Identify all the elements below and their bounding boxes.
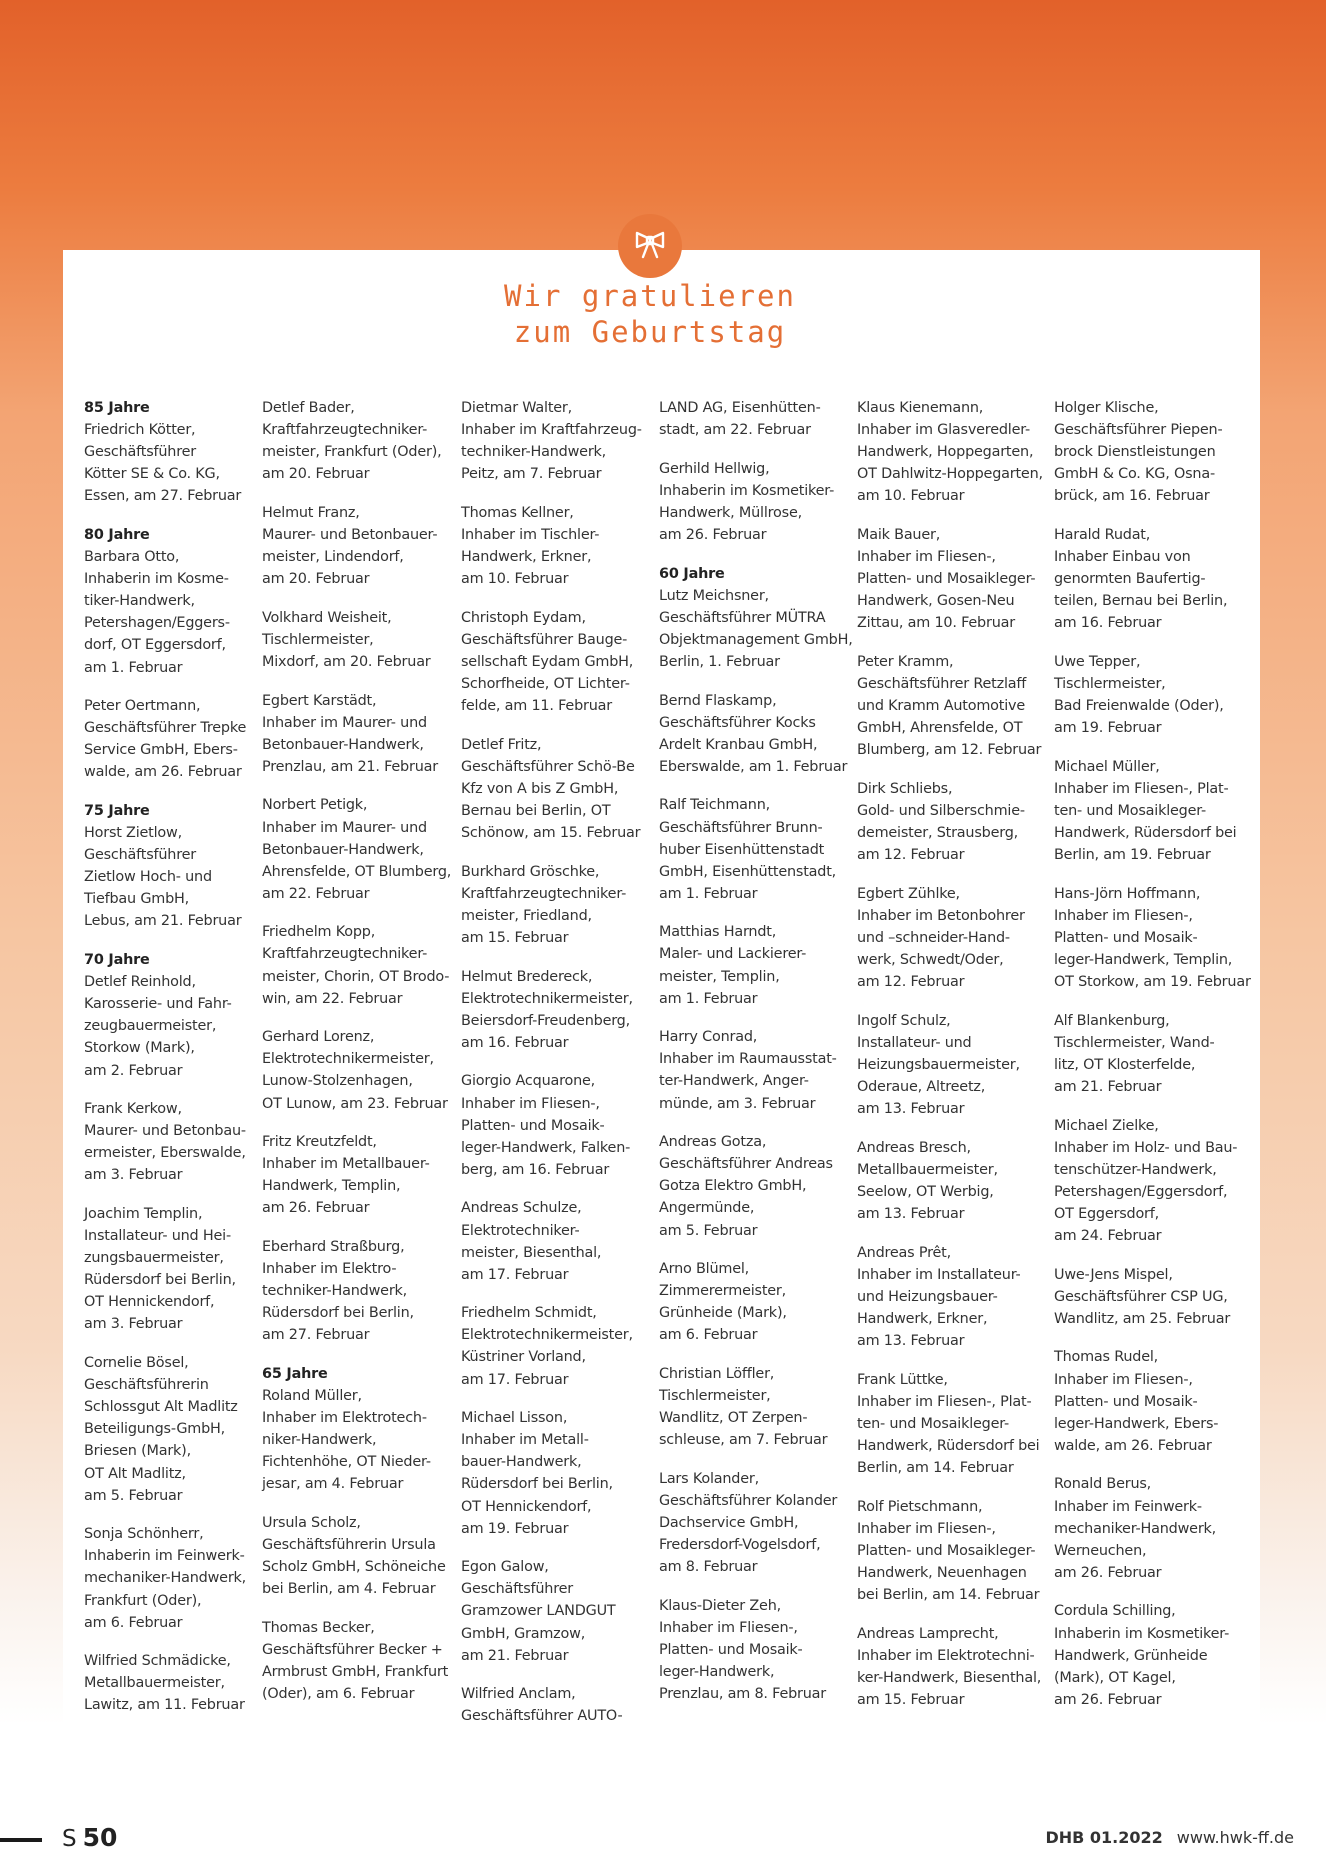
birthday-entry [1054, 524, 1251, 634]
entry-text: Andreas Lamprecht, Inhaber im Elektrotechni- ker-Handwerk, Biesenthal, am 15. Februar [857, 1625, 1042, 1708]
entry-text: Wilfried Schmädicke, Metallbauermeister, Lawitz, am 11. Februar [84, 1653, 245, 1714]
entry-text: Friedhelm Kopp, Kraftfahrzeugtechniker- meister, Chorin, OT Brodo- win, am 22. Februar [262, 924, 450, 1007]
entry-text: Roland Müller, Inhaber im Elektrotech- niker-Handwerk, Fichtenhöhe, OT Nieder- jesar, am 4. Februar [262, 1388, 431, 1493]
entry-text: Norbert Petigk, Inhaber im Maurer- und Betonbauer-Handwerk, Ahrensfelde, OT Blumberg, am 22. Februar [262, 797, 452, 902]
birthday-entry [857, 397, 1043, 507]
birthday-entry [461, 1197, 642, 1285]
entry-text: Burkhard Gröschke, Kraftfahrzeugtechniker- meister, Friedland, am 15. Februar [461, 863, 627, 946]
birthday-entry [857, 524, 1043, 634]
entry-text: Egon Galow, Geschäftsführer Gramzower LANDGUT GmbH, Gramzow, am 21. Februar [461, 1559, 616, 1664]
birthday-entry [84, 949, 246, 1082]
age-heading: 85 Jahre [84, 400, 150, 416]
entry-text: Lars Kolander, Geschäftsführer Kolander Dachservice GmbH, Fredersdorf-Vogelsdorf, am 8. Februar [659, 1470, 838, 1576]
birthday-entry [84, 1203, 246, 1336]
gift-bow-badge [618, 214, 682, 278]
entry-text: Harry Conrad, Inhaber im Raumausstat- ter-Handwerk, Anger- münde, am 3. Februar [659, 1029, 837, 1112]
birthday-entry [461, 861, 642, 949]
birthday-entry [262, 690, 451, 778]
birthday-column-1 [84, 397, 246, 1733]
entry-text: Horst Zietlow, Geschäftsführer Zietlow Hoch- und Tiefbau GmbH, Lebus, am 21. Februar [84, 825, 242, 930]
entry-text: Harald Rudat, Inhaber Einbau von genormten Baufertig- teilen, Bernau bei Berlin, am 16. Februar [1054, 526, 1228, 632]
birthday-entry [857, 1242, 1043, 1352]
birthday-column-5 [857, 397, 1043, 1727]
birthday-entry [461, 1302, 642, 1390]
birthday-column-6 [1054, 397, 1251, 1727]
entry-text: Holger Klische, Geschäftsführer Piepen- brock Dienstleistungen GmbH & Co. KG, Osna- brück, am 16. Februar [1054, 400, 1223, 505]
birthday-entry [659, 1363, 853, 1451]
entry-text: Frank Lüttke, Inhaber im Fliesen-, Plat- ten- und Mosaikleger- Handwerk, Rüdersdorf bei Berlin, am 14. Februar [857, 1371, 1040, 1476]
birthday-entry [857, 1369, 1043, 1479]
birthday-entry [84, 1098, 246, 1186]
title-line-1: Wir gratulieren [504, 279, 796, 313]
birthday-entry [857, 778, 1043, 866]
entry-text: Ingolf Schulz, Installateur- und Heizungsbauermeister, Oderaue, Altreetz, am 13. Februar [857, 1012, 1020, 1118]
entry-text: Thomas Rudel, Inhaber im Fliesen-, Platten- und Mosaik- leger-Handwerk, Ebers- walde, am 26. Februar [1054, 1349, 1219, 1454]
entry-text: Andreas Prêt, Inhaber im Installateur- und Heizungsbauer- Handwerk, Erkner, am 13. Februar [857, 1244, 1021, 1349]
entry-text: Klaus Kienemann, Inhaber im Glasveredler- Handwerk, Hoppegarten, OT Dahlwitz-Hoppegarten, am 10. Februar [857, 400, 1043, 505]
birthday-entry [857, 1137, 1043, 1225]
birthday-entry [659, 794, 853, 904]
birthday-entry [857, 1010, 1043, 1120]
entry-text: Wilfried Anclam, Geschäftsführer AUTO- [461, 1686, 623, 1725]
entry-text: Michael Müller, Inhaber im Fliesen-, Plat- ten- und Mosaikleger- Handwerk, Rüdersdorf bei Berlin, am 19. Februar [1054, 758, 1237, 864]
birthday-entry [1054, 1600, 1251, 1710]
birthday-entry [1054, 756, 1251, 866]
birthday-entry [84, 695, 246, 783]
birthday-entry [1054, 1115, 1251, 1248]
entry-text: Helmut Franz, Maurer- und Betonbauer- meister, Lindendorf, am 20. Februar [262, 504, 438, 588]
birthday-entry [262, 1236, 451, 1346]
entry-text: Klaus-Dieter Zeh, Inhaber im Fliesen-, Platten- und Mosaik- leger-Handwerk, Prenzlau, am 8. Februar [659, 1597, 827, 1703]
entry-text: Andreas Schulze, Elektrotechniker- meister, Biesenthal, am 17. Februar [461, 1200, 602, 1283]
entry-text: Gerhild Hellwig, Inhaberin im Kosmetiker- Handwerk, Müllrose, am 26. Februar [659, 460, 835, 543]
page-number [62, 1823, 117, 1852]
footer-info [1045, 1828, 1294, 1847]
birthday-entry [857, 883, 1043, 993]
footer-rule [0, 1838, 42, 1842]
age-heading: 70 Jahre [84, 952, 150, 969]
birthday-entry [461, 1683, 642, 1727]
entry-text: Detlef Fritz, Geschäftsführer Schö-Be Kfz von A bis Z GmbH, Bernau bei Berlin, OT Schönow, am 15. Februar [461, 736, 641, 842]
birthday-entry [84, 1352, 246, 1507]
entry-text: Christian Löffler, Tischlermeister, Wandlitz, OT Zerpen- schleuse, am 7. Februar [659, 1365, 828, 1449]
entry-text: Uwe-Jens Mispel, Geschäftsführer CSP UG, Wandlitz, am 25. Februar [1054, 1266, 1231, 1327]
entry-text: Dietmar Walter, Inhaber im Kraftfahrzeug- techniker-Handwerk, Peitz, am 7. Februar [461, 400, 642, 483]
entry-text: Ronald Berus, Inhaber im Feinwerk- mechaniker-Handwerk, Werneuchen, am 26. Februar [1054, 1476, 1217, 1581]
birthday-entry [461, 966, 642, 1054]
entry-text: Lutz Meichsner, Geschäftsführer MÜTRA Objektmanagement GmbH, Berlin, 1. Februar [659, 587, 853, 670]
entry-text: Gerhard Lorenz, Elektrotechnikermeister, Lunow-Stolzenhagen, OT Lunow, am 23. Februar [262, 1029, 448, 1112]
birthday-entry [659, 1131, 853, 1241]
birthday-entry [84, 524, 246, 679]
entry-text: Cordula Schilling, Inhaberin im Kosmetiker- Handwerk, Grünheide (Mark), OT Kagel, am 26. Februar [1054, 1603, 1230, 1708]
entry-text: Fritz Kreutzfeldt, Inhaber im Metallbauer- Handwerk, Templin, am 26. Februar [262, 1134, 430, 1217]
birthday-entry [262, 1026, 451, 1114]
entry-text: Ralf Teichmann, Geschäftsführer Brunn- huber Eisenhüttenstadt GmbH, Eisenhüttenstadt, am 1. Februar [659, 797, 837, 902]
birthday-entry [262, 397, 451, 485]
entry-text: Volkhard Weisheit, Tischlermeister, Mixdorf, am 20. Februar [262, 609, 431, 670]
birthday-entry [262, 794, 451, 904]
birthday-entry [461, 502, 642, 590]
birthday-entry [461, 734, 642, 844]
entry-text: Egbert Karstädt, Inhaber im Maurer- und Betonbauer-Handwerk, Prenzlau, am 21. Februar [262, 692, 438, 775]
entry-text: Michael Zielke, Inhaber im Holz- und Bau- tenschützer-Handwerk, Petershagen/Eggersdorf, OT Eggersdorf, am 24. Februar [1054, 1117, 1238, 1245]
entry-text: Egbert Zühlke, Inhaber im Betonbohrer und –schneider-Hand- werk, Schwedt/Oder, am 12. Februar [857, 885, 1025, 991]
entry-text: Peter Kramm, Geschäftsführer Retzlaff und Kramm Automotive GmbH, Ahrensfelde, OT Blumberg, am 12. Februar [857, 653, 1042, 759]
entry-text: Helmut Bredereck, Elektrotechnikermeister, Beiersdorf-Freudenberg, am 16. Februar [461, 968, 633, 1051]
entry-text: Alf Blankenburg, Tischlermeister, Wand- litz, OT Klosterfelde, am 21. Februar [1054, 1012, 1215, 1096]
birthday-column-2 [262, 397, 451, 1722]
birthday-entry [84, 1650, 246, 1716]
age-heading: 75 Jahre [84, 803, 150, 819]
entry-text: Dirk Schliebs, Gold- und Silberschmie- demeister, Strausberg, am 12. Februar [857, 780, 1025, 864]
birthday-entry [262, 1131, 451, 1219]
birthday-entry [1054, 1346, 1251, 1456]
birthday-entry [659, 690, 853, 778]
birthday-entry [1054, 651, 1251, 739]
title-line-2: zum Geburtstag [513, 315, 787, 349]
age-heading: 60 Jahre [659, 565, 725, 582]
page-title [400, 278, 900, 350]
birthday-entry [1054, 1010, 1251, 1098]
website-link[interactable]: www.hwk-ff.de [1176, 1828, 1294, 1847]
entry-text: Hans-Jörn Hoffmann, Inhaber im Fliesen-, Platten- und Mosaik- leger-Handwerk, Templin, OT Storkow, am 19. Februar [1054, 885, 1251, 991]
birthday-entry [262, 607, 451, 673]
birthday-entry [262, 921, 451, 1009]
birthday-entry [659, 1258, 853, 1346]
entry-text: Michael Lisson, Inhaber im Metall- bauer-Handwerk, Rüdersdorf bei Berlin, OT Hennickendorf, am 19. Februar [461, 1410, 613, 1537]
entry-text: Cornelie Bösel, Geschäftsführerin Schlossgut Alt Madlitz Beteiligungs-GmbH, Briesen (Mark), OT Alt Madlitz, am 5. Februar [84, 1355, 238, 1504]
entry-text: Barbara Otto, Inhaberin im Kosme- tiker-Handwerk, Petershagen/Eggers- dorf, OT Eggersdorf, am 1. Februar [84, 549, 230, 676]
birthday-entry [262, 1512, 451, 1600]
entry-text: Friedrich Kötter, Geschäftsführer Kötter SE & Co. KG, Essen, am 27. Februar [84, 422, 242, 505]
entry-text: Sonja Schönherr, Inhaberin im Feinwerk- mechaniker-Handwerk, Frankfurt (Oder), am 6. Februar [84, 1526, 247, 1631]
birthday-entry [461, 607, 642, 717]
entry-text: Frank Kerkow, Maurer- und Betonbau- ermeister, Eberswalde, am 3. Februar [84, 1101, 246, 1184]
entry-text: LAND AG, Eisenhütten- stadt, am 22. Februar [659, 400, 821, 439]
birthday-entry [84, 1523, 246, 1633]
entry-text: Thomas Becker, Geschäftsführer Becker + Armbrust GmbH, Frankfurt (Oder), am 6. Februar [262, 1619, 449, 1703]
birthday-entry [659, 1468, 853, 1578]
entry-text: Joachim Templin, Installateur- und Hei- zungsbauermeister, Rüdersdorf bei Berlin, OT Hennickendorf, am 3. Februar [84, 1206, 236, 1333]
entry-text: Friedhelm Schmidt, Elektrotechnikermeister, Küstriner Vorland, am 17. Februar [461, 1305, 633, 1388]
page-number-value: 50 [82, 1823, 118, 1852]
entry-text: Andreas Gotza, Geschäftsführer Andreas Gotza Elektro GmbH, Angermünde, am 5. Februar [659, 1134, 833, 1239]
entry-text: Thomas Kellner, Inhaber im Tischler- Handwerk, Erkner, am 10. Februar [461, 504, 600, 588]
birthday-column-4 [659, 397, 853, 1722]
birthday-entry [659, 458, 853, 546]
entry-text: Detlef Reinhold, Karosserie- und Fahr- zeugbauermeister, Storkow (Mark), am 2. Februar [84, 974, 232, 1079]
entry-text: Uwe Tepper, Tischlermeister, Bad Freienwalde (Oder), am 19. Februar [1054, 653, 1224, 737]
birthday-entry [659, 1026, 853, 1114]
birthday-entry [461, 1070, 642, 1180]
entry-text: Christoph Eydam, Geschäftsführer Bauge- sellschaft Eydam GmbH, Schorfheide, OT Lichter- felde, am 11. Februar [461, 609, 634, 715]
birthday-entry [857, 651, 1043, 761]
entry-text: Arno Blümel, Zimmerermeister, Grünheide (Mark), am 6. Februar [659, 1261, 787, 1344]
birthday-entry [1054, 397, 1251, 507]
birthday-entry [461, 1407, 642, 1540]
birthday-entry [857, 1496, 1043, 1606]
entry-text: Bernd Flaskamp, Geschäftsführer Kocks Ardelt Kranbau GmbH, Eberswalde, am 1. Februar [659, 692, 848, 775]
birthday-entry [461, 1556, 642, 1666]
birthday-entry [659, 921, 853, 1009]
birthday-entry [84, 397, 246, 507]
birthday-entry [262, 1617, 451, 1705]
entry-text: Rolf Pietschmann, Inhaber im Fliesen-, Platten- und Mosaikleger- Handwerk, Neuenhagen bei Berlin, am 14. Februar [857, 1498, 1040, 1603]
age-heading: 80 Jahre [84, 526, 150, 543]
issue-label: DHB 01.2022 [1045, 1828, 1163, 1847]
birthday-entry [1054, 883, 1251, 993]
birthday-column-3 [461, 397, 642, 1744]
age-heading: 65 Jahre [262, 1365, 328, 1382]
birthday-entry [262, 502, 451, 590]
entry-text: Detlef Bader, Kraftfahrzeugtechniker- meister, Frankfurt (Oder), am 20. Februar [262, 400, 442, 483]
entry-text: Peter Oertmann, Geschäftsführer Trepke Service GmbH, Ebers- walde, am 26. Februar [84, 698, 247, 781]
birthday-entry [1054, 1473, 1251, 1583]
birthday-entry [1054, 1264, 1251, 1330]
entry-text: Giorgio Acquarone, Inhaber im Fliesen-, Platten- und Mosaik- leger-Handwerk, Falken- berg, am 16. Februar [461, 1073, 631, 1178]
entry-text: Ursula Scholz, Geschäftsführerin Ursula Scholz GmbH, Schöneiche bei Berlin, am 4. Februar [262, 1515, 446, 1598]
entry-text: Maik Bauer, Inhaber im Fliesen-, Platten- und Mosaikleger- Handwerk, Gosen-Neu Zittau, am 10. Februar [857, 526, 1036, 632]
birthday-entry [659, 1595, 853, 1705]
birthday-entry [84, 800, 246, 933]
entry-text: Eberhard Straßburg, Inhaber im Elektro- techniker-Handwerk, Rüdersdorf bei Berlin, am 27. Februar [262, 1239, 414, 1344]
entry-text: Andreas Bresch, Metallbauermeister, Seelow, OT Werbig, am 13. Februar [857, 1139, 998, 1222]
birthday-entry [857, 1623, 1043, 1711]
entry-text: Matthias Harndt, Maler- und Lackierer- meister, Templin, am 1. Februar [659, 924, 807, 1007]
page-prefix: S [62, 1826, 77, 1852]
gift-bow-icon [631, 225, 669, 268]
birthday-entry [262, 1363, 451, 1496]
birthday-entry [461, 397, 642, 485]
birthday-entry [659, 397, 853, 441]
birthday-entry [659, 563, 853, 673]
